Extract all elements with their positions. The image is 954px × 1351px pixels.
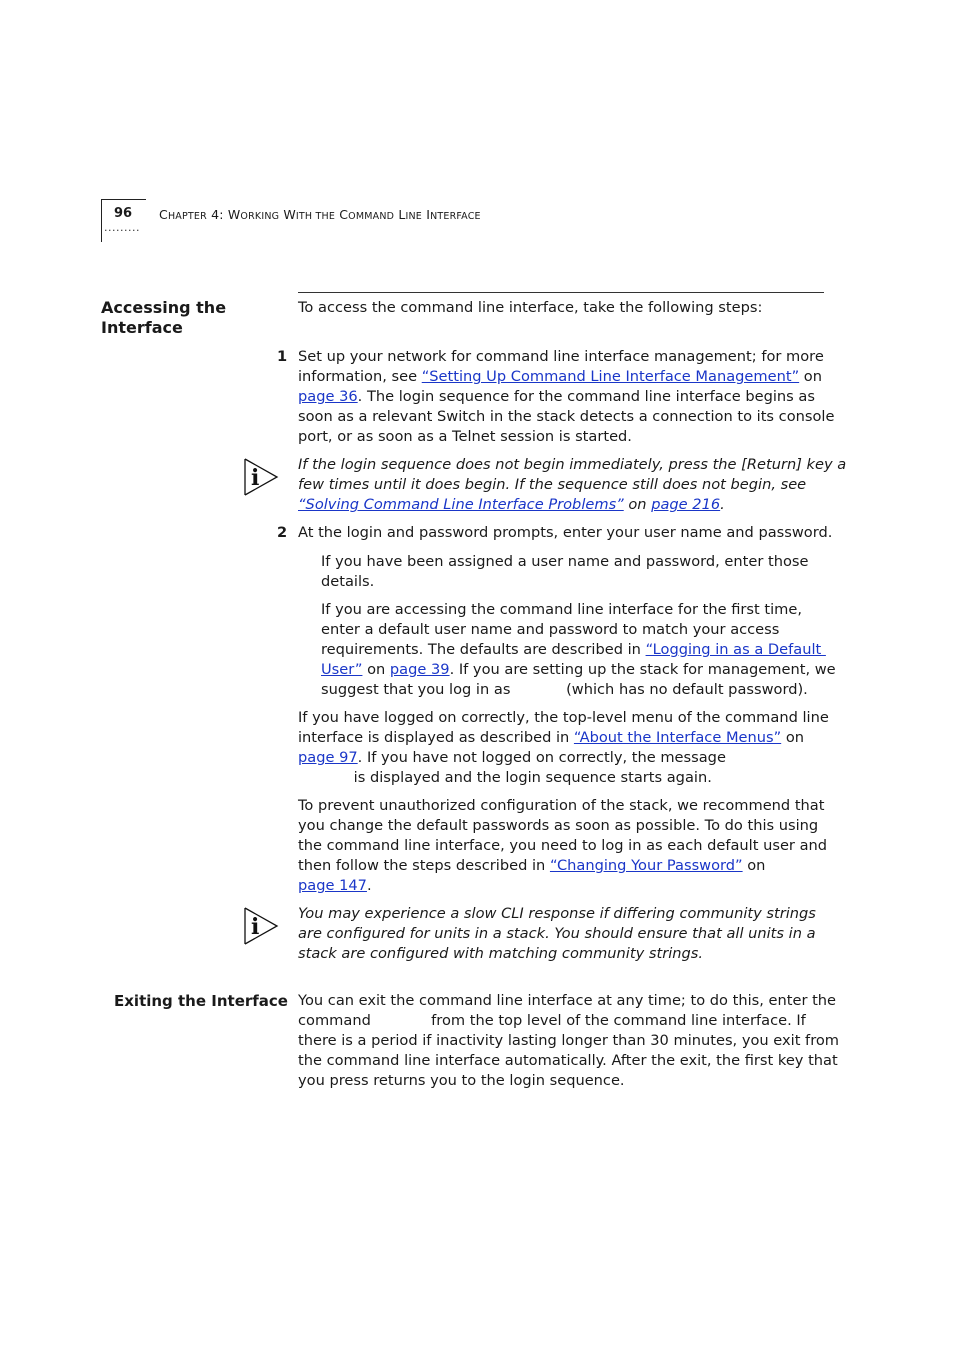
- text-run: is displayed and the login sequence starts again.: [298, 769, 712, 786]
- cross-reference-link[interactable]: “Changing Your Password”: [549, 857, 743, 874]
- cross-reference-link[interactable]: page 39: [389, 661, 450, 678]
- text-run: the command line interface, you need to log in as each default user and: [298, 837, 828, 854]
- text-line: [298, 427, 834, 447]
- paragraph-logged-on: [298, 708, 829, 788]
- text-line: [298, 944, 816, 964]
- text-run: interface is displayed as described in: [298, 729, 574, 746]
- note-2-text: [298, 904, 816, 964]
- text-line: [298, 748, 829, 768]
- text-line: [298, 904, 816, 924]
- text-run: At the login and password prompts, enter your user name and password.: [298, 524, 833, 541]
- text-run: requirements. The defaults are described in: [321, 641, 646, 658]
- note-1-text: [298, 455, 846, 515]
- text-run: the command line interface automatically. After the exit, the first key that: [298, 1052, 838, 1069]
- svg-text:i: i: [251, 465, 260, 491]
- text-run: If you have been assigned a user name and password, enter those: [321, 553, 809, 570]
- chapter-title-part: W: [279, 207, 296, 222]
- cross-reference-link[interactable]: User”: [321, 661, 363, 678]
- text-run: are configured for units in a stack. You should ensure that all units in a: [298, 925, 816, 942]
- text-line: [321, 600, 836, 620]
- text-line: [321, 660, 836, 680]
- text-line: [298, 475, 846, 495]
- text-line: [321, 620, 836, 640]
- info-note-icon: [243, 457, 279, 497]
- cross-reference-link[interactable]: page 216: [651, 496, 721, 513]
- text-line: [298, 1011, 839, 1031]
- text-line: [321, 552, 808, 572]
- text-run: command from the top level of the command line interface. If: [298, 1012, 806, 1029]
- step-number: 2: [277, 524, 288, 541]
- text-line: [298, 816, 827, 836]
- chapter-title-part: ITH THE: [295, 211, 336, 222]
- cross-reference-link[interactable]: “Logging in as a Default: [645, 641, 826, 658]
- chapter-title-part: L: [394, 207, 406, 222]
- text-run: enter a default user name and password to match your access: [321, 621, 780, 638]
- text-run: .: [366, 877, 372, 894]
- text-run: there is a period if inactivity lasting longer than 30 minutes, you exit from: [298, 1032, 840, 1049]
- exiting-text: [298, 991, 839, 1091]
- chapter-title: [159, 207, 481, 222]
- text-run: stack are configured with matching community strings.: [298, 945, 703, 962]
- section-heading-exiting: Exiting the Interface: [114, 992, 288, 1010]
- text-line: [298, 367, 834, 387]
- text-line: [298, 1071, 839, 1091]
- text-run: If you have logged on correctly, the top-level menu of the command line: [298, 709, 829, 726]
- text-run: details.: [321, 573, 375, 590]
- text-line: [298, 1031, 839, 1051]
- info-note-icon: [243, 906, 279, 946]
- chapter-title-part: OMMAND: [348, 211, 395, 222]
- text-line: [298, 1051, 839, 1071]
- text-run: on: [799, 368, 822, 385]
- chapter-title-part: I: [422, 207, 431, 222]
- heading-line: Accessing the: [101, 298, 227, 317]
- step-1-text: [298, 347, 834, 447]
- text-run: Set up your network for command line interface management; for more: [298, 348, 824, 365]
- text-line: [298, 495, 846, 515]
- text-line: [298, 523, 832, 543]
- page-number: 96: [114, 206, 133, 221]
- text-line: [298, 856, 827, 876]
- cross-reference-link[interactable]: page 36: [298, 388, 358, 405]
- step-number: 1: [277, 348, 288, 365]
- cross-reference-link[interactable]: page 97: [298, 749, 358, 766]
- text-run: then follow the steps described in: [298, 857, 550, 874]
- cross-reference-link[interactable]: “About the Interface Menus”: [573, 729, 782, 746]
- text-run: on: [742, 857, 766, 874]
- text-line: [298, 924, 816, 944]
- text-line: [298, 455, 846, 475]
- text-run: To prevent unauthorized configuration of the stack, we recommend that: [298, 797, 825, 814]
- chapter-title-part: HAPTER: [167, 211, 207, 222]
- section-heading-accessing: [101, 298, 226, 338]
- text-run: you press returns you to the login sequence.: [298, 1072, 625, 1089]
- text-run: If you are accessing the command line interface for the first time,: [321, 601, 802, 618]
- chapter-title-part: INE: [405, 211, 423, 222]
- text-line: [321, 572, 808, 592]
- text-line: [321, 680, 836, 700]
- text-run: on: [781, 729, 805, 746]
- text-line: [321, 640, 836, 660]
- text-run: few times until it does begin. If the sequence still does not begin, see: [298, 476, 807, 493]
- cross-reference-link[interactable]: page 147: [298, 877, 367, 894]
- text-line: [298, 836, 827, 856]
- text-run: . If you have not logged on correctly, the message: [357, 749, 726, 766]
- text-run: you change the default passwords as soon as possible. To do this using: [298, 817, 819, 834]
- text-run: .: [720, 496, 725, 513]
- heading-line: Interface: [101, 318, 183, 337]
- text-line: [298, 991, 839, 1011]
- text-run: port, or as soon as a Telnet session is started.: [298, 428, 632, 445]
- text-line: [298, 728, 829, 748]
- cross-reference-link[interactable]: “Solving Command Line Interface Problems”: [298, 496, 624, 513]
- text-line: [298, 708, 829, 728]
- step-2-text: [298, 523, 832, 543]
- page-number-dots: ·········: [104, 224, 140, 237]
- text-run: soon as a relevant Switch in the stack detects a connection to its console: [298, 408, 835, 425]
- text-run: You can exit the command line interface at any time; to do this, enter the: [298, 992, 837, 1009]
- chapter-title-part: ORKING: [240, 211, 280, 222]
- paragraph-prevent: [298, 796, 827, 896]
- chapter-title-part: NTERFACE: [430, 211, 481, 222]
- text-line: [298, 768, 829, 788]
- cross-reference-link[interactable]: “Setting Up Command Line Interface Management”: [421, 368, 800, 385]
- paragraph-assigned: [321, 552, 808, 592]
- text-run: on: [623, 496, 652, 513]
- text-run: You may experience a slow CLI response if differing community strings: [298, 905, 816, 922]
- section-rule: [298, 292, 824, 293]
- svg-text:i: i: [251, 914, 260, 940]
- chapter-title-part: C: [159, 207, 168, 222]
- text-run: If the login sequence does not begin immediately, press the [Return] key a: [298, 456, 847, 473]
- text-run: suggest that you log in as (which has no default password).: [321, 681, 808, 698]
- chapter-title-part: C: [335, 207, 349, 222]
- paragraph-first-time: [321, 600, 836, 700]
- text-line: [298, 796, 827, 816]
- chapter-title-part: 4: W: [206, 207, 241, 222]
- intro-text: To access the command line interface, take the following steps:: [298, 299, 763, 316]
- text-line: [298, 876, 827, 896]
- text-run: . The login sequence for the command line interface begins as: [357, 388, 815, 405]
- text-run: information, see: [298, 368, 422, 385]
- text-run: . If you are setting up the stack for management, we: [449, 661, 836, 678]
- text-line: [298, 387, 834, 407]
- text-run: on: [362, 661, 390, 678]
- text-line: [298, 407, 834, 427]
- text-line: [298, 347, 834, 367]
